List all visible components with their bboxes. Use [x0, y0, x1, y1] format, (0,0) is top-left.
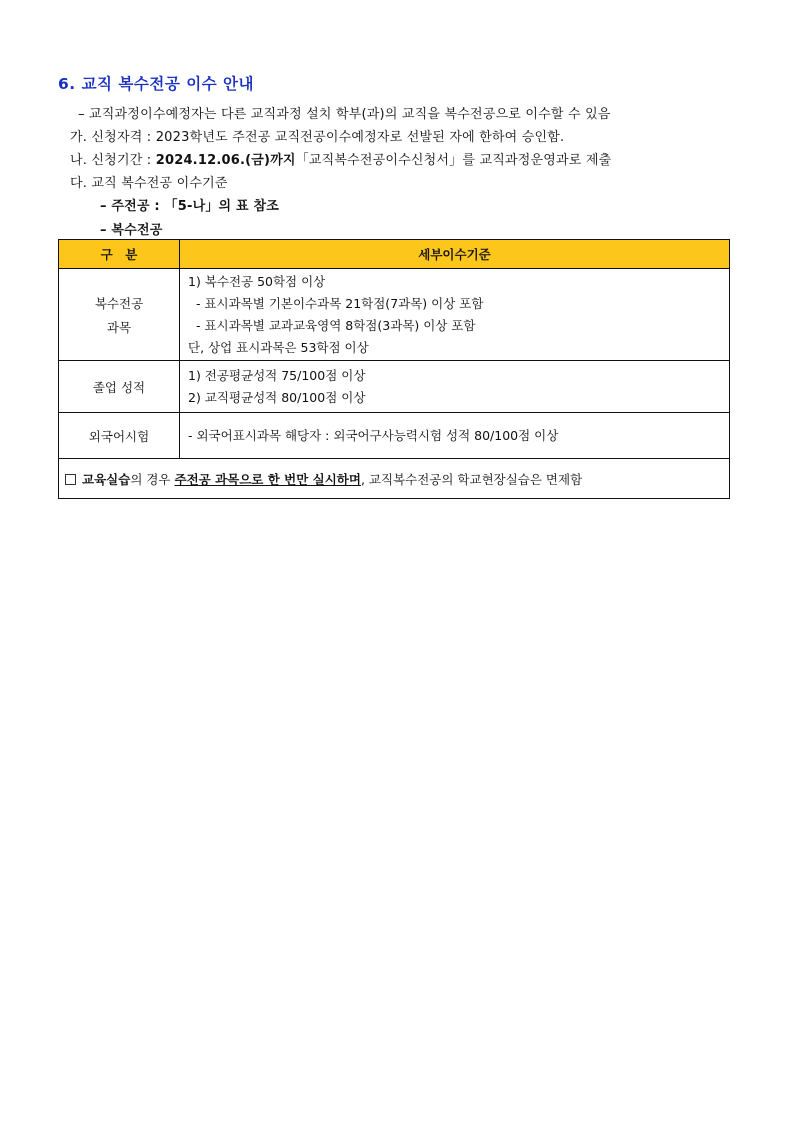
row-detail — [180, 361, 730, 413]
row-detail — [180, 269, 730, 361]
checkbox-icon — [65, 474, 76, 485]
row-label — [59, 269, 180, 361]
detail-line: 단, 상업 표시과목은 53학점 이상 — [188, 339, 369, 355]
row-label: 외국어시험 — [59, 413, 180, 459]
intro-line-1: – 교직과정이수예정자는 다른 교직과정 설치 학부(과)의 교직을 복수전공으로 이수할 수 있음 — [78, 107, 611, 122]
table-row — [59, 413, 730, 459]
row-label: 졸업 성적 — [59, 361, 180, 413]
row-label-line: 과목 — [106, 319, 132, 335]
section-heading: 6. 교직 복수전공 이수 안내 — [58, 75, 254, 93]
note-bold: 교육실습 — [82, 471, 131, 487]
table-header-row — [59, 240, 730, 269]
table-row — [59, 269, 730, 361]
major-criteria-line: – 주전공 : 「5-나」의 표 참조 — [100, 199, 280, 214]
header-criteria: 세부이수기준 — [180, 240, 730, 269]
note-text: 의 경우 — [130, 471, 175, 487]
table-row — [59, 361, 730, 413]
detail-line: - 표시과목별 교과교육영역 8학점(3과목) 이상 포함 — [196, 317, 476, 333]
table-note — [59, 459, 730, 499]
detail-line: 1) 전공평균성적 75/100점 이상 — [188, 367, 366, 383]
detail-line: 2) 교직평균성적 80/100점 이상 — [188, 389, 366, 405]
table-note-row — [59, 459, 730, 499]
application-period-line — [70, 149, 611, 168]
period-prefix: 나. 신청기간 : — [70, 153, 156, 168]
period-deadline: 2024.12.06.(금)까지 — [155, 153, 296, 168]
eligibility-line: 가. 신청자격 : 2023학년도 주전공 교직전공이수예정자로 선발된 자에 한하여 승인함. — [70, 130, 565, 145]
row-label-line: 복수전공 — [94, 295, 144, 311]
detail-line: - 표시과목별 기본이수과목 21학점(7과목) 이상 포함 — [196, 295, 484, 311]
note-text-end: , 교직복수전공의 학교현장실습은 면제함 — [360, 471, 583, 487]
note-underline: 주전공 과목으로 한 번만 실시하며 — [174, 471, 361, 487]
period-suffix: 「교직복수전공이수신청서」를 교직과정운영과로 제출 — [295, 153, 612, 168]
row-detail: - 외국어표시과목 해당자 : 외국어구사능력시험 성적 80/100점 이상 — [180, 413, 730, 459]
detail-line: 1) 복수전공 50학점 이상 — [188, 273, 326, 289]
criteria-table — [58, 239, 730, 499]
header-category: 구 분 — [59, 240, 180, 269]
criteria-line: 다. 교직 복수전공 이수기준 — [70, 176, 228, 191]
double-major-line: – 복수전공 — [100, 223, 163, 238]
